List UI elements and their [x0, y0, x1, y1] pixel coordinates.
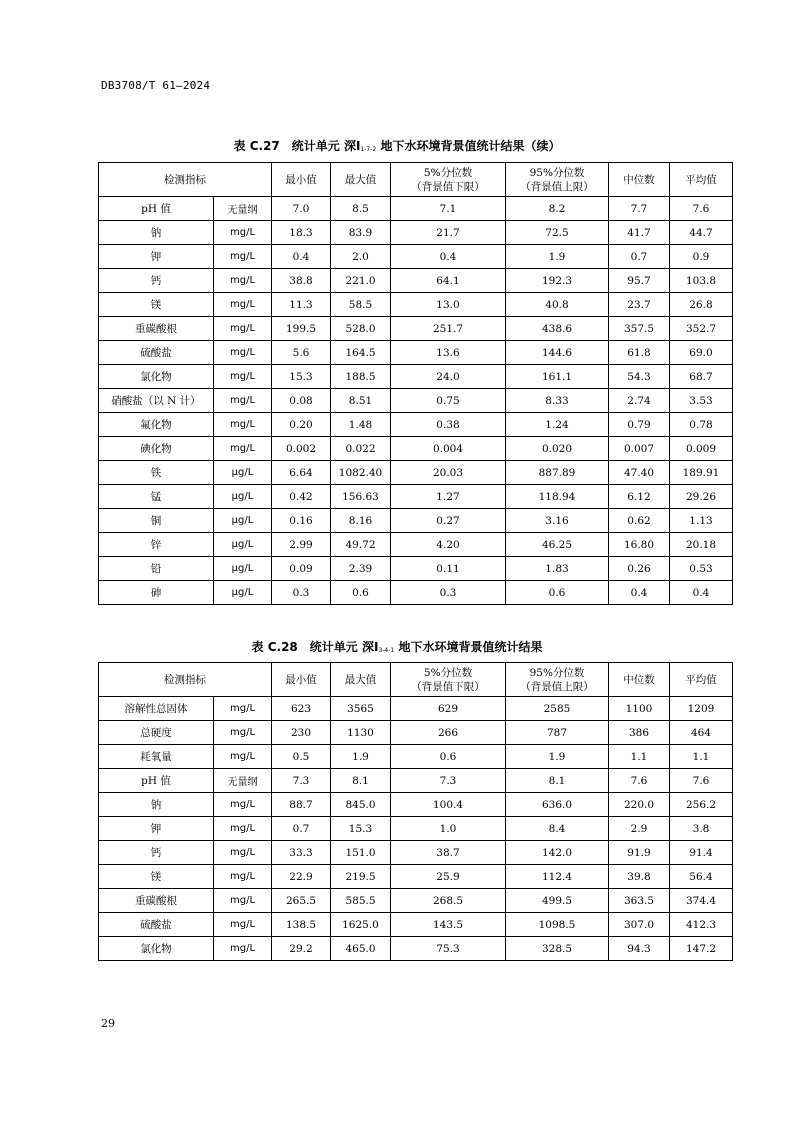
- table-row: [99, 437, 733, 461]
- statistics-table: [98, 662, 733, 961]
- table-row: [99, 581, 733, 605]
- value-median: 23.7: [609, 293, 670, 317]
- table-row: [99, 509, 733, 533]
- indicator-unit: 无量纲: [214, 197, 272, 221]
- value-p95: 787: [506, 721, 609, 745]
- value-p5: 1.0: [391, 817, 506, 841]
- header-p5: [391, 663, 506, 697]
- value-min: 0.08: [272, 389, 331, 413]
- header-p95: [506, 163, 609, 197]
- value-min: 29.2: [272, 937, 331, 961]
- value-mean: 69.0: [670, 341, 733, 365]
- table-row: [99, 841, 733, 865]
- value-mean: 7.6: [670, 769, 733, 793]
- header-mean: 平均值: [670, 663, 733, 697]
- value-max: 528.0: [331, 317, 391, 341]
- indicator-unit: μg/L: [214, 485, 272, 509]
- value-median: 1100: [609, 697, 670, 721]
- value-max: 465.0: [331, 937, 391, 961]
- value-median: 2.9: [609, 817, 670, 841]
- value-p5: 0.38: [391, 413, 506, 437]
- document-id: DB3708/T 61—2024: [101, 79, 211, 92]
- header-p5-line1: 5%分位数: [423, 166, 473, 179]
- table-caption: [0, 137, 794, 154]
- table-row: [99, 697, 733, 721]
- header-p95-line2: （背景值上限）: [520, 680, 594, 693]
- value-p5: 100.4: [391, 793, 506, 817]
- caption-prefix: 表 C.27: [233, 139, 280, 153]
- indicator-unit: mg/L: [214, 341, 272, 365]
- value-p95: 8.33: [506, 389, 609, 413]
- value-mean: 3.53: [670, 389, 733, 413]
- indicator-name: pH 值: [99, 197, 214, 221]
- value-p5: 64.1: [391, 269, 506, 293]
- value-min: 7.0: [272, 197, 331, 221]
- value-min: 5.6: [272, 341, 331, 365]
- value-max: 188.5: [331, 365, 391, 389]
- table-row: [99, 937, 733, 961]
- table-row: [99, 317, 733, 341]
- header-p95-line2: （背景值上限）: [520, 180, 594, 193]
- value-max: 15.3: [331, 817, 391, 841]
- indicator-name: pH 值: [99, 769, 214, 793]
- header-p5-line1: 5%分位数: [423, 666, 473, 679]
- indicator-unit: mg/L: [214, 389, 272, 413]
- value-p95: 2585: [506, 697, 609, 721]
- value-median: 0.79: [609, 413, 670, 437]
- header-min: 最小值: [272, 663, 331, 697]
- value-mean: 0.009: [670, 437, 733, 461]
- value-median: 0.4: [609, 581, 670, 605]
- value-p95: 8.2: [506, 197, 609, 221]
- indicator-unit: mg/L: [214, 817, 272, 841]
- value-min: 7.3: [272, 769, 331, 793]
- value-median: 7.7: [609, 197, 670, 221]
- value-mean: 103.8: [670, 269, 733, 293]
- value-p5: 0.004: [391, 437, 506, 461]
- value-p95: 192.3: [506, 269, 609, 293]
- caption-depth: 深Ⅰ: [361, 640, 379, 654]
- value-p5: 251.7: [391, 317, 506, 341]
- value-mean: 29.26: [670, 485, 733, 509]
- table-row: [99, 221, 733, 245]
- value-p95: 46.25: [506, 533, 609, 557]
- value-p95: 118.94: [506, 485, 609, 509]
- table-row: [99, 557, 733, 581]
- value-p95: 0.020: [506, 437, 609, 461]
- value-min: 2.99: [272, 533, 331, 557]
- value-min: 33.3: [272, 841, 331, 865]
- value-min: 0.16: [272, 509, 331, 533]
- indicator-unit: mg/L: [214, 317, 272, 341]
- indicator-name: 钠: [99, 221, 214, 245]
- indicator-unit: μg/L: [214, 581, 272, 605]
- value-mean: 147.2: [670, 937, 733, 961]
- indicator-name: 钠: [99, 793, 214, 817]
- header-p95-line1: 95%分位数: [529, 166, 585, 179]
- value-p5: 4.20: [391, 533, 506, 557]
- value-p95: 1098.5: [506, 913, 609, 937]
- indicator-name: 硫酸盐: [99, 913, 214, 937]
- value-min: 0.09: [272, 557, 331, 581]
- value-median: 54.3: [609, 365, 670, 389]
- caption-title: 地下水环境背景值统计结果（续）: [380, 139, 561, 153]
- value-p95: 142.0: [506, 841, 609, 865]
- value-median: 0.007: [609, 437, 670, 461]
- value-p95: 1.9: [506, 745, 609, 769]
- table-row: [99, 721, 733, 745]
- value-median: 39.8: [609, 865, 670, 889]
- value-median: 386: [609, 721, 670, 745]
- value-mean: 56.4: [670, 865, 733, 889]
- value-max: 83.9: [331, 221, 391, 245]
- table-row: [99, 365, 733, 389]
- caption-title: 地下水环境背景值统计结果: [398, 640, 543, 654]
- indicator-unit: μg/L: [214, 557, 272, 581]
- table-caption: [0, 638, 794, 655]
- indicator-name: 碘化物: [99, 437, 214, 461]
- indicator-name: 氯化物: [99, 365, 214, 389]
- value-mean: 26.8: [670, 293, 733, 317]
- indicator-unit: mg/L: [214, 437, 272, 461]
- value-min: 0.7: [272, 817, 331, 841]
- header-p5-line2: （背景值下限）: [411, 180, 485, 193]
- value-max: 3565: [331, 697, 391, 721]
- header-median: 中位数: [609, 663, 670, 697]
- indicator-name: 硫酸盐: [99, 341, 214, 365]
- value-p5: 1.27: [391, 485, 506, 509]
- value-median: 61.8: [609, 341, 670, 365]
- caption-depth: 深Ⅰ: [343, 139, 361, 153]
- value-p5: 629: [391, 697, 506, 721]
- value-p5: 0.75: [391, 389, 506, 413]
- value-mean: 7.6: [670, 197, 733, 221]
- value-p95: 3.16: [506, 509, 609, 533]
- table-row: [99, 817, 733, 841]
- value-max: 8.51: [331, 389, 391, 413]
- value-median: 95.7: [609, 269, 670, 293]
- value-min: 18.3: [272, 221, 331, 245]
- value-median: 6.12: [609, 485, 670, 509]
- value-min: 199.5: [272, 317, 331, 341]
- value-max: 1625.0: [331, 913, 391, 937]
- value-max: 585.5: [331, 889, 391, 913]
- value-p5: 13.6: [391, 341, 506, 365]
- value-min: 6.64: [272, 461, 331, 485]
- value-max: 156.63: [331, 485, 391, 509]
- value-mean: 3.8: [670, 817, 733, 841]
- value-min: 15.3: [272, 365, 331, 389]
- table-row: [99, 745, 733, 769]
- table-header-row: [99, 663, 733, 697]
- indicator-unit: mg/L: [214, 865, 272, 889]
- table-row: [99, 293, 733, 317]
- value-min: 88.7: [272, 793, 331, 817]
- value-min: 138.5: [272, 913, 331, 937]
- indicator-unit: mg/L: [214, 697, 272, 721]
- value-p95: 887.89: [506, 461, 609, 485]
- value-p5: 20.03: [391, 461, 506, 485]
- indicator-unit: mg/L: [214, 269, 272, 293]
- indicator-unit: mg/L: [214, 413, 272, 437]
- caption-prefix: 表 C.28: [251, 640, 298, 654]
- indicator-name: 钙: [99, 841, 214, 865]
- value-mean: 91.4: [670, 841, 733, 865]
- value-p95: 112.4: [506, 865, 609, 889]
- value-mean: 0.53: [670, 557, 733, 581]
- value-p95: 0.6: [506, 581, 609, 605]
- header-median: 中位数: [609, 163, 670, 197]
- value-p95: 8.1: [506, 769, 609, 793]
- table-header-row: [99, 163, 733, 197]
- indicator-name: 锰: [99, 485, 214, 509]
- value-min: 0.20: [272, 413, 331, 437]
- indicator-unit: mg/L: [214, 793, 272, 817]
- value-max: 2.0: [331, 245, 391, 269]
- indicator-name: 铅: [99, 557, 214, 581]
- indicator-name: 砷: [99, 581, 214, 605]
- header-min: 最小值: [272, 163, 331, 197]
- page-number: 29: [101, 1017, 115, 1030]
- indicator-name: 硝酸盐（以 N 计）: [99, 389, 214, 413]
- header-p95-line1: 95%分位数: [529, 666, 585, 679]
- value-max: 1.9: [331, 745, 391, 769]
- value-min: 0.5: [272, 745, 331, 769]
- value-median: 7.6: [609, 769, 670, 793]
- value-median: 1.1: [609, 745, 670, 769]
- value-max: 1130: [331, 721, 391, 745]
- value-median: 91.9: [609, 841, 670, 865]
- value-p95: 1.24: [506, 413, 609, 437]
- value-min: 230: [272, 721, 331, 745]
- value-p95: 161.1: [506, 365, 609, 389]
- indicator-unit: μg/L: [214, 509, 272, 533]
- table-row: [99, 889, 733, 913]
- value-median: 0.26: [609, 557, 670, 581]
- value-p5: 7.1: [391, 197, 506, 221]
- value-p5: 0.11: [391, 557, 506, 581]
- value-p95: 438.6: [506, 317, 609, 341]
- value-mean: 189.91: [670, 461, 733, 485]
- indicator-unit: mg/L: [214, 293, 272, 317]
- value-median: 47.40: [609, 461, 670, 485]
- indicator-unit: mg/L: [214, 245, 272, 269]
- indicator-unit: mg/L: [214, 745, 272, 769]
- value-mean: 44.7: [670, 221, 733, 245]
- value-mean: 20.18: [670, 533, 733, 557]
- value-mean: 1209: [670, 697, 733, 721]
- value-p5: 0.27: [391, 509, 506, 533]
- indicator-name: 钾: [99, 245, 214, 269]
- value-p5: 268.5: [391, 889, 506, 913]
- value-max: 58.5: [331, 293, 391, 317]
- value-min: 0.42: [272, 485, 331, 509]
- value-p5: 0.4: [391, 245, 506, 269]
- value-p95: 636.0: [506, 793, 609, 817]
- header-indicator: 检测指标: [99, 663, 272, 697]
- value-max: 8.1: [331, 769, 391, 793]
- value-p5: 24.0: [391, 365, 506, 389]
- value-mean: 256.2: [670, 793, 733, 817]
- value-min: 11.3: [272, 293, 331, 317]
- table-row: [99, 245, 733, 269]
- value-min: 38.8: [272, 269, 331, 293]
- table-row: [99, 461, 733, 485]
- indicator-unit: mg/L: [214, 365, 272, 389]
- indicator-name: 钾: [99, 817, 214, 841]
- value-max: 8.5: [331, 197, 391, 221]
- indicator-unit: μg/L: [214, 533, 272, 557]
- caption-subscript: 3-4-1: [378, 647, 395, 654]
- table-row: [99, 269, 733, 293]
- value-mean: 464: [670, 721, 733, 745]
- table-row: [99, 389, 733, 413]
- value-p95: 72.5: [506, 221, 609, 245]
- value-min: 0.3: [272, 581, 331, 605]
- value-max: 49.72: [331, 533, 391, 557]
- value-p95: 328.5: [506, 937, 609, 961]
- header-indicator: 检测指标: [99, 163, 272, 197]
- table-row: [99, 793, 733, 817]
- value-median: 94.3: [609, 937, 670, 961]
- value-p95: 40.8: [506, 293, 609, 317]
- value-p95: 499.5: [506, 889, 609, 913]
- value-p5: 0.6: [391, 745, 506, 769]
- indicator-name: 重碳酸根: [99, 889, 214, 913]
- table-row: [99, 913, 733, 937]
- table-row: [99, 865, 733, 889]
- value-mean: 68.7: [670, 365, 733, 389]
- value-median: 2.74: [609, 389, 670, 413]
- value-max: 8.16: [331, 509, 391, 533]
- value-median: 16.80: [609, 533, 670, 557]
- table-row: [99, 769, 733, 793]
- value-median: 0.7: [609, 245, 670, 269]
- value-p5: 25.9: [391, 865, 506, 889]
- indicator-unit: mg/L: [214, 721, 272, 745]
- indicator-unit: mg/L: [214, 841, 272, 865]
- value-max: 2.39: [331, 557, 391, 581]
- indicator-name: 溶解性总固体: [99, 697, 214, 721]
- value-p5: 0.3: [391, 581, 506, 605]
- indicator-name: 铁: [99, 461, 214, 485]
- caption-subscript: 1-7-2: [360, 146, 377, 153]
- value-max: 0.6: [331, 581, 391, 605]
- value-median: 307.0: [609, 913, 670, 937]
- indicator-name: 重碳酸根: [99, 317, 214, 341]
- header-mean: 平均值: [670, 163, 733, 197]
- value-mean: 0.4: [670, 581, 733, 605]
- value-p5: 266: [391, 721, 506, 745]
- table-row: [99, 413, 733, 437]
- caption-unit: 统计单元: [309, 640, 358, 654]
- indicator-name: 锌: [99, 533, 214, 557]
- value-median: 357.5: [609, 317, 670, 341]
- indicator-name: 氯化物: [99, 937, 214, 961]
- value-mean: 0.78: [670, 413, 733, 437]
- caption-unit: 统计单元: [291, 139, 340, 153]
- value-min: 623: [272, 697, 331, 721]
- indicator-name: 钙: [99, 269, 214, 293]
- indicator-name: 总硬度: [99, 721, 214, 745]
- value-p5: 75.3: [391, 937, 506, 961]
- table-row: [99, 197, 733, 221]
- value-p5: 143.5: [391, 913, 506, 937]
- value-p95: 1.9: [506, 245, 609, 269]
- indicator-name: 镁: [99, 865, 214, 889]
- value-mean: 0.9: [670, 245, 733, 269]
- value-max: 1.48: [331, 413, 391, 437]
- indicator-name: 镁: [99, 293, 214, 317]
- value-min: 22.9: [272, 865, 331, 889]
- indicator-name: 铜: [99, 509, 214, 533]
- value-mean: 412.3: [670, 913, 733, 937]
- header-p5: [391, 163, 506, 197]
- indicator-unit: μg/L: [214, 461, 272, 485]
- value-p95: 1.83: [506, 557, 609, 581]
- value-max: 1082.40: [331, 461, 391, 485]
- value-p95: 8.4: [506, 817, 609, 841]
- indicator-unit: mg/L: [214, 937, 272, 961]
- value-min: 265.5: [272, 889, 331, 913]
- value-mean: 1.1: [670, 745, 733, 769]
- value-mean: 374.4: [670, 889, 733, 913]
- value-min: 0.4: [272, 245, 331, 269]
- indicator-unit: mg/L: [214, 913, 272, 937]
- value-max: 845.0: [331, 793, 391, 817]
- value-max: 0.022: [331, 437, 391, 461]
- value-median: 41.7: [609, 221, 670, 245]
- value-max: 151.0: [331, 841, 391, 865]
- indicator-unit: 无量纲: [214, 769, 272, 793]
- table-row: [99, 533, 733, 557]
- statistics-table: [98, 162, 733, 605]
- header-p5-line2: （背景值下限）: [411, 680, 485, 693]
- header-max: 最大值: [331, 663, 391, 697]
- table-row: [99, 485, 733, 509]
- indicator-unit: mg/L: [214, 889, 272, 913]
- value-max: 221.0: [331, 269, 391, 293]
- value-max: 219.5: [331, 865, 391, 889]
- value-p5: 38.7: [391, 841, 506, 865]
- value-mean: 1.13: [670, 509, 733, 533]
- value-mean: 352.7: [670, 317, 733, 341]
- header-p95: [506, 663, 609, 697]
- value-max: 164.5: [331, 341, 391, 365]
- value-median: 363.5: [609, 889, 670, 913]
- value-p5: 7.3: [391, 769, 506, 793]
- header-max: 最大值: [331, 163, 391, 197]
- value-p5: 21.7: [391, 221, 506, 245]
- value-median: 0.62: [609, 509, 670, 533]
- indicator-unit: mg/L: [214, 221, 272, 245]
- table-row: [99, 341, 733, 365]
- value-p5: 13.0: [391, 293, 506, 317]
- value-p95: 144.6: [506, 341, 609, 365]
- indicator-name: 氟化物: [99, 413, 214, 437]
- value-min: 0.002: [272, 437, 331, 461]
- indicator-name: 耗氧量: [99, 745, 214, 769]
- value-median: 220.0: [609, 793, 670, 817]
